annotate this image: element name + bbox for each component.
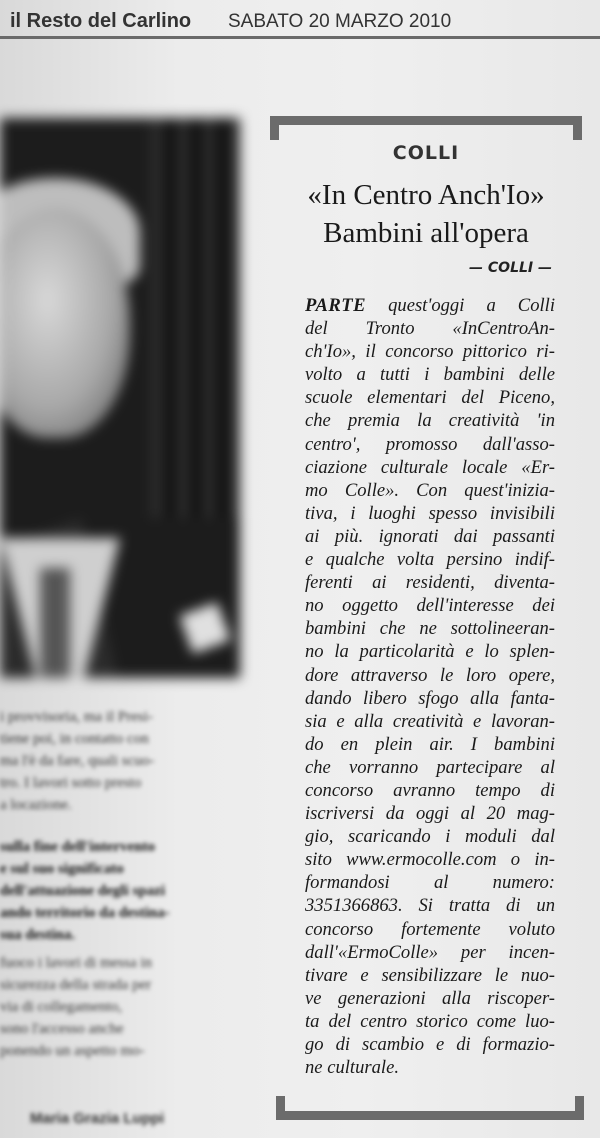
body-line: ai più. ignorati dai passanti bbox=[305, 525, 555, 547]
neighbor-bold-line: e sul suo significato bbox=[0, 861, 124, 877]
neighbor-line: i provvisoria, ma il Presi- bbox=[0, 709, 153, 725]
headline-line-2: Bambini all'opera bbox=[323, 217, 529, 249]
article-byline: — COLLI — bbox=[469, 260, 552, 276]
body-line: ne culturale. bbox=[305, 1057, 399, 1079]
article-headline bbox=[270, 176, 582, 252]
body-line: dall'«ErmoColle» per incen- bbox=[305, 941, 555, 963]
neighbor-line: tro. I lavori sotto presto bbox=[0, 775, 142, 791]
article-frame-bottom bbox=[276, 1096, 584, 1120]
body-line: tivare e sensibilizzare le nuo- bbox=[305, 964, 555, 986]
body-line: ta del centro storico come luo- bbox=[305, 1010, 555, 1032]
body-line: concorso fortemente voluto bbox=[305, 918, 555, 940]
body-line: iscriversi da oggi al 20 mag- bbox=[305, 803, 555, 825]
body-line: no la particolarità e lo splen- bbox=[305, 641, 555, 663]
body-line: dando libero sfogo alla fanta- bbox=[305, 687, 555, 709]
neighbor-line: fuoco i lavori di messa in bbox=[0, 955, 153, 971]
body-line: go di scambio e di formazio- bbox=[305, 1034, 555, 1055]
first-line-text: quest'oggi a Colli bbox=[366, 295, 555, 316]
article-body bbox=[305, 294, 555, 1079]
body-line: ferenti ai residenti, diventa- bbox=[305, 572, 555, 594]
neighbor-bold-line: sulla fine dell'intervento bbox=[0, 839, 155, 855]
body-line: sito www.ermocolle.com o in- bbox=[305, 849, 555, 871]
body-line: del Tronto «InCentroAn- bbox=[305, 318, 555, 340]
body-line: centro', promosso dall'asso- bbox=[305, 433, 555, 455]
body-line: scuole elementari del Piceno, bbox=[305, 387, 555, 409]
body-line: gio, scaricando i moduli dal bbox=[305, 826, 555, 848]
neighbor-text-block-2 bbox=[0, 952, 245, 1062]
body-line: volto a tutti i bambini delle bbox=[305, 364, 555, 386]
body-line: sia e alla creatività e lavoran- bbox=[305, 710, 555, 732]
neighbor-text-block bbox=[0, 706, 245, 816]
body-line: che vorranno partecipare al bbox=[305, 756, 555, 778]
neighbor-line: ponendo un aspetto mo- bbox=[0, 1043, 145, 1059]
body-line: concorso avranno tempo di bbox=[305, 779, 555, 801]
body-line: che premia la creatività 'in bbox=[305, 410, 555, 432]
body-line: do en plein air. I bambini bbox=[305, 733, 555, 755]
headline-line-1: «In Centro Anch'Io» bbox=[307, 179, 545, 211]
lead-word: PARTE bbox=[305, 295, 367, 316]
issue-date: SABATO 20 MARZO 2010 bbox=[228, 11, 452, 32]
body-line: formandosi al numero: bbox=[305, 872, 555, 894]
neighbor-signature: Maria Grazia Luppi bbox=[30, 1110, 165, 1127]
body-line: ve generazioni alla riscoper- bbox=[305, 987, 555, 1009]
neighbor-line: tiene poi, in contatto con bbox=[0, 731, 149, 747]
neighbor-bold-line: ando territorio da destina- bbox=[0, 905, 170, 921]
body-line: bambini che ne sottolineeran- bbox=[305, 618, 555, 640]
body-line: 3351366863. Si tratta di un bbox=[305, 895, 555, 917]
body-line: no oggetto dell'interesse dei bbox=[305, 595, 555, 617]
body-line: mo Colle». Con quest'inizia- bbox=[305, 479, 555, 501]
neighbor-line: ma l'è da fare, quali scuo- bbox=[0, 753, 155, 769]
body-lines bbox=[305, 317, 555, 1079]
neighbor-line: a locazione. bbox=[0, 797, 72, 813]
portrait-photo bbox=[0, 118, 240, 678]
neighbor-line: sicurezza della strada per bbox=[0, 977, 152, 993]
body-first-line bbox=[305, 294, 555, 317]
neighbor-bold-line: dell'attuazione degli spazi bbox=[0, 883, 165, 899]
newspaper-masthead: il Resto del Carlino bbox=[10, 10, 192, 32]
body-line: dore attraverso le loro opere, bbox=[305, 664, 555, 686]
neighbor-line: sono l'accesso anche bbox=[0, 1021, 124, 1037]
neighbor-bold-block bbox=[0, 836, 245, 946]
body-line: ciazione culturale locale «Er- bbox=[305, 456, 555, 478]
page-header bbox=[0, 6, 600, 36]
neighbor-line: via di collegamento, bbox=[0, 999, 123, 1015]
article-frame-top bbox=[270, 116, 582, 140]
body-line: tiva, i luoghi spesso invisibili bbox=[305, 502, 555, 524]
body-line: ch'Io», il concorso pittorico ri- bbox=[305, 341, 555, 363]
article-kicker: COLLI bbox=[392, 142, 460, 164]
body-line: e qualche volta persino indif- bbox=[305, 549, 555, 571]
header-rule bbox=[0, 36, 600, 39]
neighbor-bold-line: sua destina. bbox=[0, 927, 76, 943]
